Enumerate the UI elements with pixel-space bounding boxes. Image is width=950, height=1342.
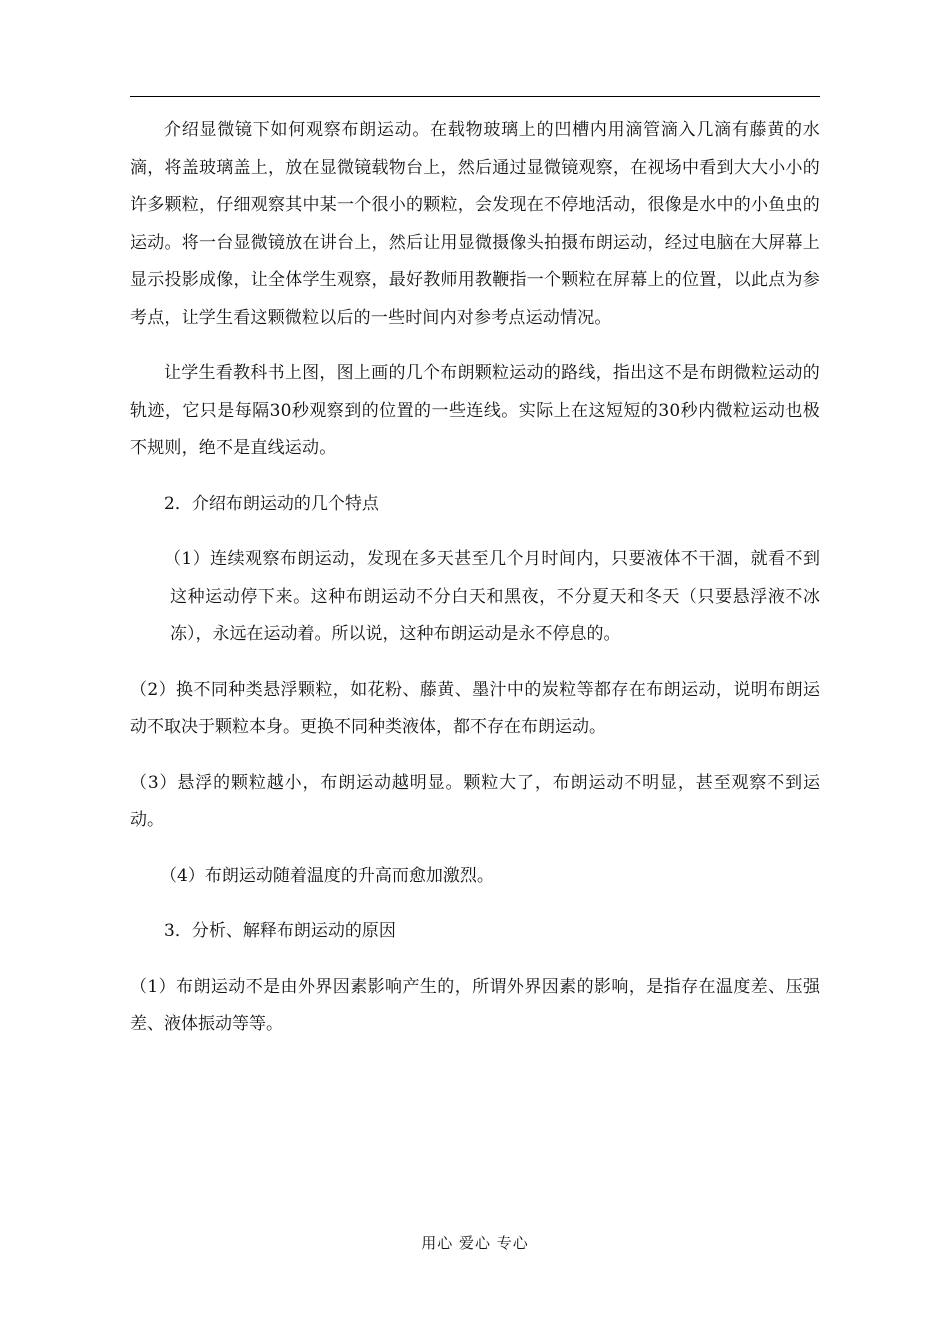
section-heading-causes: 3．分析、解释布朗运动的原因 [164,921,396,941]
page-footer: 用心 爱心 专心 [421,1234,529,1252]
list-item-cause-1: （1）布朗运动不是由外界因素影响产生的，所谓外界因素的影响，是指存在温度差、压强差、液体振动等等。 [130,976,820,1034]
header-rule [130,96,820,97]
section-heading-features: 2．介绍布朗运动的几个特点 [164,493,379,514]
list-item-feature-4: （4）布朗运动随着温度的升高而愈加激烈。 [160,865,494,886]
paragraph-microscope-observation: 介绍显微镜下如何观察布朗运动。在载物玻璃上的凹槽内用滴管滴入几滴有藤黄的水滴，将盖玻璃盖上，放在显微镜载物台上，然后通过显微镜观察，在视场中看到大大小小的许多颗粒，仔细观察其中某一个很小的颗粒，会发现在不停地活动，很像是水中的小鱼虫的运动。将一台显微镜放在讲台上，然后让用显微摄像头拍摄布朗运动，经过电脑在大屏幕上显示投影成像，让全体学生观察，最好教师用教鞭指一个颗粒在屏幕上的位置，以此点为参考点，让学生看这颗微粒以后的一些时间内对参考点运动情况。 [130,120,820,328]
list-item-feature-1: （1）连续观察布朗运动，发现在多天甚至几个月时间内，只要液体不干涸，就看不到这种运动停下来。这种布朗运动不分白天和黑夜，不分夏天和冬天（只要悬浮液不冰冻），永远在运动着。所以说，这种布朗运动是永不停息的。 [164,549,820,644]
document-body [130,112,820,1044]
list-item-feature-3: （3）悬浮的颗粒越小，布朗运动越明显。颗粒大了，布朗运动不明显，甚至观察不到运动。 [130,772,820,830]
list-item-feature-2: （2）换不同种类悬浮颗粒，如花粉、藤黄、墨汁中的炭粒等都存在布朗运动，说明布朗运动不取决于颗粒本身。更换不同种类液体，都不存在布朗运动。 [130,679,820,737]
paragraph-textbook-figure: 让学生看教科书上图，图上画的几个布朗颗粒运动的路线，指出这不是布朗微粒运动的轨迹，它只是每隔30秒观察到的位置的一些连线。实际上在这短短的30秒内微粒运动也极不规则，绝不是直线运动。 [130,363,820,458]
